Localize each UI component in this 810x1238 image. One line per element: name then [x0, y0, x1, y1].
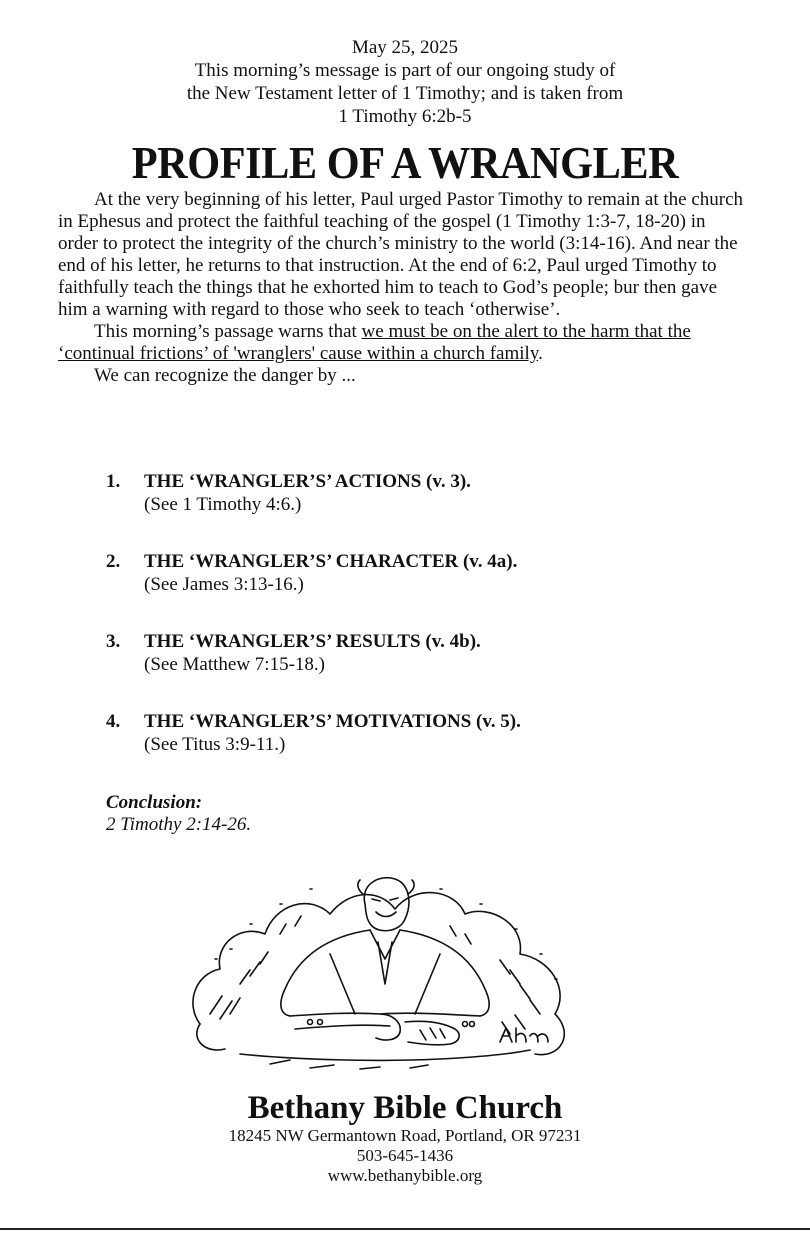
- point-reference: (See Matthew 7:15-18.): [144, 654, 325, 675]
- scripture-passage: 1 Timothy 6:2b-5: [338, 106, 472, 127]
- sermon-title: PROFILE OF A WRANGLER: [131, 137, 679, 188]
- church-name: Bethany Bible Church: [247, 1090, 563, 1126]
- point-reference: (See Titus 3:9-11.): [144, 734, 286, 755]
- series-line-2: the New Testament letter of 1 Timothy; and is taken from: [186, 83, 624, 104]
- point-reference: (See James 3:13-16.): [144, 574, 304, 595]
- series-line-1: This morning’s message is part of our ongoing study of: [194, 60, 616, 81]
- sermon-outline: [106, 470, 726, 790]
- church-address: 18245 NW Germantown Road, Portland, OR 97231: [228, 1126, 582, 1145]
- point-heading: THE ‘WRANGLER’S’ MOTIVATIONS (v. 5).: [144, 711, 521, 732]
- point-heading: THE ‘WRANGLER’S’ ACTIONS (v. 3).: [144, 471, 471, 492]
- outline-point: [106, 710, 726, 790]
- wrangler-cartoon-illustration: [180, 864, 580, 1074]
- intro-paragraph-2: [58, 321, 748, 365]
- conclusion-label: Conclusion:: [106, 792, 203, 813]
- intro-paragraph-1: At the very beginning of his letter, Paul urged Pastor Timothy to remain at the church in Ephesus and protect the faithful teaching of the gospel (1 Timothy 1:3-7, 18-20) in order to protect the integrity of the church’s ministry to the world (3:14-16). And near the end of his letter, he returns to that instruction. At the end of 6:2, Paul urged Timothy to faithfully teach the things that he exhorted him to teach to God’s people; bur then gave him a warning with regard to those who seek to teach ‘otherwise’.: [58, 189, 744, 320]
- intro-paragraph-3: We can recognize the danger by ...: [94, 365, 356, 386]
- point-reference: (See 1 Timothy 4:6.): [144, 494, 302, 515]
- sermon-header: [0, 36, 810, 128]
- intro-paragraph-2-end: .: [538, 343, 543, 364]
- point-heading: THE ‘WRANGLER’S’ RESULTS (v. 4b).: [144, 631, 481, 652]
- sermon-date: May 25, 2025: [351, 37, 459, 58]
- intro-key-statement: we must be on the alert to the harm that the ‘continual frictions’ of 'wranglers' cause within a church family: [58, 321, 691, 364]
- outline-point: [106, 550, 726, 630]
- intro-paragraph-2-lead: This morning’s passage warns that: [94, 321, 362, 342]
- point-number: 3.: [106, 631, 121, 652]
- outline-point: [106, 470, 726, 550]
- church-phone: 503-645-1436: [356, 1146, 454, 1165]
- sermon-introduction: [58, 189, 748, 387]
- point-number: 4.: [106, 711, 121, 732]
- church-footer: [0, 1090, 810, 1186]
- bottom-divider: [0, 1228, 810, 1230]
- point-heading: THE ‘WRANGLER’S’ CHARACTER (v. 4a).: [144, 551, 518, 572]
- outline-point: [106, 630, 726, 710]
- sermon-conclusion: [106, 792, 251, 836]
- point-number: 2.: [106, 551, 121, 572]
- point-number: 1.: [106, 471, 121, 492]
- church-website: www.bethanybible.org: [327, 1166, 483, 1185]
- conclusion-reference: 2 Timothy 2:14-26.: [106, 814, 252, 835]
